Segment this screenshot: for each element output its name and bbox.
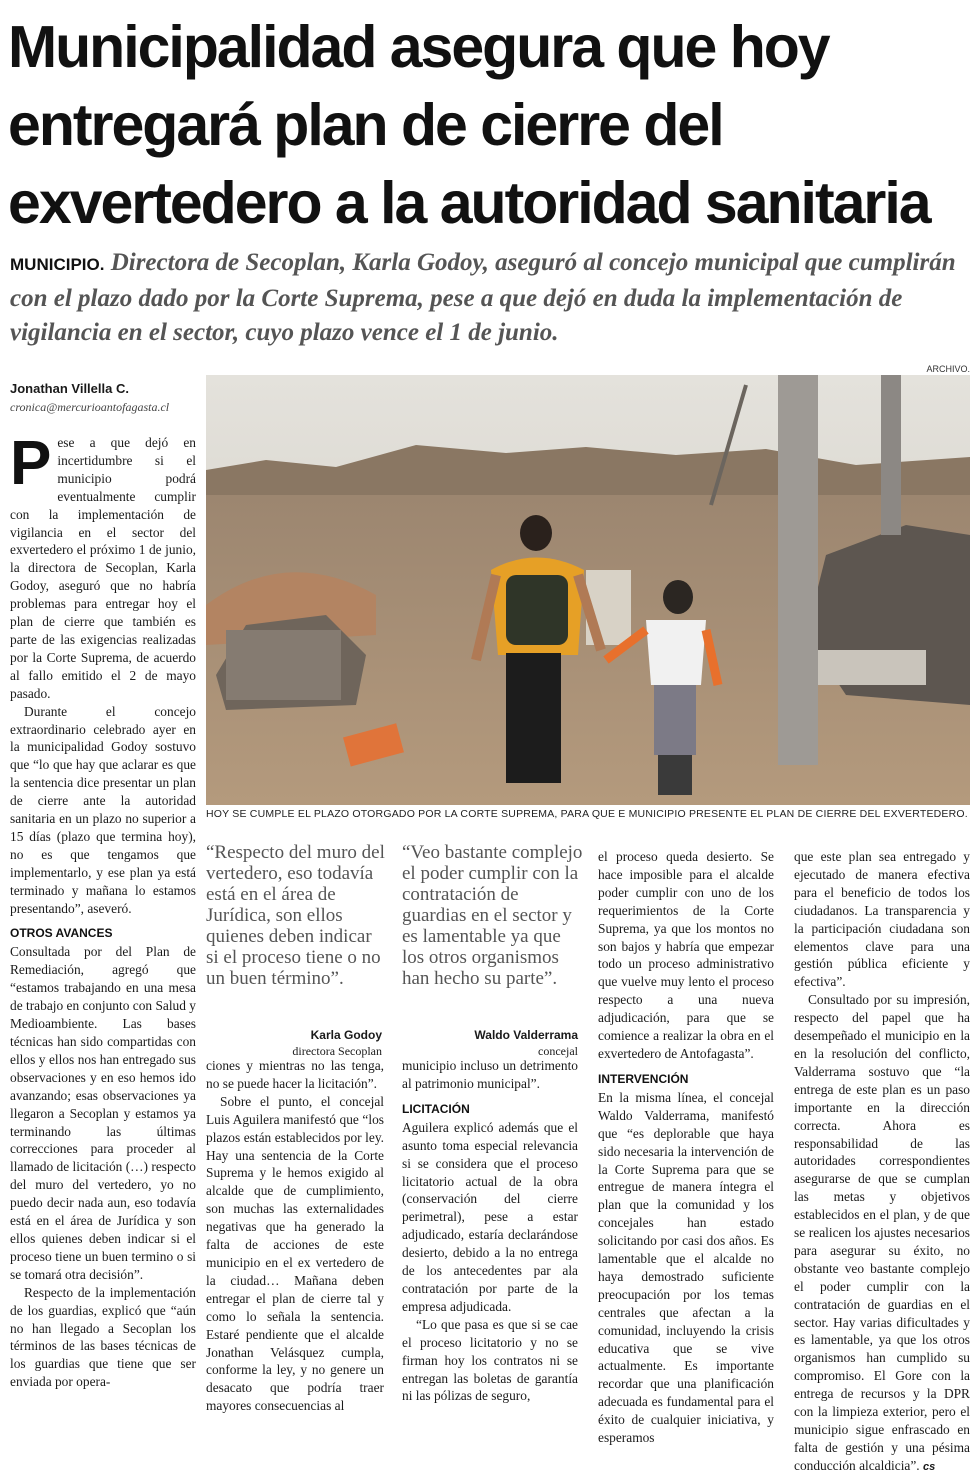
body-paragraph [794, 991, 970, 1476]
body-paragraph: En la misma línea, el concejal Waldo Valderrama, manifestó que “es deplorable que haya sido necesaria la intervención de la Corte Suprema para que se entregue de manera íntegra el plan que la comunidad y los concejales han estado solicitando por casi dos años. Es lamentable que el alcalde no haya demostrado suficiente preocupación por los temas centrales que afectan a la comunidad, incluyendo la crisis educativa que se vive actualmente. Es importante recordar que una planificación adecuada es fundamental para el éxito de cualquier iniciativa, y esperamos [598, 1089, 774, 1446]
photo-pole-2 [881, 375, 901, 535]
body-column-1 [10, 429, 196, 1391]
byline-author: Jonathan Villella C. [10, 381, 129, 396]
photo-caption: HOY SE CUMPLE EL PLAZO OTORGADO POR LA CORTE SUPREMA, PARA QUE E MUNICIPIO PRESENTE EL PLAN DE CIERRE DEL EXVERTEDERO. [206, 808, 968, 820]
quote-author-name: Karla Godoy [310, 1028, 382, 1042]
pull-quote-godoy: “Respecto del muro del vertedero, eso todavía está en el área de Jurídica, son ellos quienes deben indicar si el proceso tiene o no un buen término”. [206, 842, 385, 989]
section-heading-intervencion: INTERVENCIÓN [598, 1071, 689, 1086]
section-heading-avances: OTROS AVANCES [10, 926, 113, 941]
deck-kicker: MUNICIPIO. [10, 255, 105, 274]
body-paragraph: el proceso queda desierto. Se hace imposible para el alcalde poder cumplir con uno de los requerimientos de la Corte Suprema, ya que los montos no son bajos y habría que empezar todo un proceso administrativo que vuelve muy lento el proceso respecto a una nueva adjudicación, para que se comience a realizar la obra en el exvertedero de Antofagasta”. [598, 849, 774, 1061]
body-paragraph: municipio incluso un detrimento al patrimonio municipal”. [402, 1058, 578, 1091]
drop-cap: P [10, 429, 52, 498]
quote-author-role: concejal [538, 1044, 578, 1058]
headline-line-1: Municipalidad asegura que hoy [8, 14, 829, 80]
body-paragraph: “Lo que pasa es que si se cae el proceso licitatorio y no se firman hoy los contratos ni se entregan las boletas de garantía ni las pólizas de seguro, [402, 1316, 578, 1404]
body-paragraph: ciones y mientras no las tenga, no se puede hacer la licitación”. [206, 1058, 384, 1091]
headline-line-3: exvertedero a la autoridad sanitaria [8, 170, 930, 236]
byline-email: cronica@mercurioantofagasta.cl [10, 400, 170, 414]
pull-quote-godoy-attribution [206, 1027, 382, 1059]
body-column-5 [794, 848, 970, 1477]
end-mark: cs [923, 1460, 936, 1473]
body-text: Consultado por su impresión, respecto del papel que ha desempeñado el municipio en la en la resolución del conflicto, Valderrama sostuvo que “la entrega de este plan es un paso importante en la dirección correcta. Ahora es responsabilidad de las autoridades correspondientes asegurarse de que se cumplan las metas y objetivos establecidos en el plan, y de que se realicen los ajustes necesarios para asegurar su éxito, no obstante veo bastante complejo el poder cumplir con la contratación de guardias en el sector. Hay varias dificultades y es lamentable, ya que los otros organismos han cumplido su compromiso. El Gore con la entrega de recursos y la DPR con la limpieza exterior, pero el municipio sigue enfrascado en falta de gestión y una pésima conducción alcaldicia”. [794, 992, 970, 1473]
photo-pole-1 [778, 375, 818, 765]
section-heading-licitacion: LICITACIÓN [402, 1101, 470, 1116]
news-photo [206, 375, 970, 805]
body-paragraph: Durante el concejo extraordinario celebrado ayer en la municipalidad Godoy sostuvo que “lo que hay que aclarar es que la sentencia dice presentar un plan de cierre ante la autoridad sanitaria en un plazo no superior a 15 días (plazo que termina hoy), no es que tengamos que implementarlo, y ese plan ya está terminado y mañana lo estamos presentando”, aseveró. [10, 703, 196, 916]
body-column-4 [598, 848, 774, 1447]
body-column-2 [206, 1057, 384, 1415]
body-paragraph: Consultada por del Plan de Remediación, agregó que “estamos trabajando en una mesa de trabajo en conjunto con Salud y Medioambiente. Las bases técnicas han sido compartidas con ellos y ellos nos han entregado sus observaciones y en eso hemos ido avanzando; esas observaciones ya llegaron a Secoplan y estamos ya terminando las últimas correcciones para proceder al llamado de licitación (…) respecto del muro del vertedero, yo no puedo decir nada aun, eso todavía está en el área de Jurídica y son ellos quienes deben indicar si el proceso tiene un buen termino o si se tomará otra decisión”. [10, 944, 196, 1282]
body-column-3 [402, 1057, 578, 1405]
photo-credit: ARCHIVO. [926, 364, 970, 374]
deck [10, 246, 965, 350]
quote-author-role: directora Secoplan [292, 1044, 382, 1058]
pull-quote-valderrama-attribution [402, 1027, 578, 1059]
body-paragraph [10, 429, 196, 703]
photo-slab [816, 650, 926, 685]
deck-text: Directora de Secoplan, Karla Godoy, aseguró al concejo municipal que cumplirán con el plazo dado por la Corte Suprema, pese a que dejó en duda la implementación de vigilancia en el sector, cuyo plazo vence el 1 de junio. [10, 249, 956, 346]
headline [8, 8, 970, 242]
body-text: ese a que dejó en incertidumbre si el municipio podrá eventualmente cumplir con la implementación de vigilancia en el sector del exvertedero el próximo 1 de junio, la directora de Secoplan, Karla Godoy, aseguró que no habría problemas para entregar hoy el plan de cierre que también es parte de las exigencias realizadas por la Corte Suprema, de acuerdo al fallo emitido el 2 de mayo pasado. [10, 435, 196, 701]
body-paragraph: Sobre el punto, el concejal Luis Aguilera manifestó que “los plazos están establecidos por ley. Hay una sentencia de la Corte Suprema y le hemos exigido al alcalde que de cumplimiento, son muchas las externalidades negativas que ha generado la falta de acciones de este municipio en el ex vertedero de la ciudad… Mañana deben entregar el plan de cierre tal y como lo señala la sentencia. Estaré pendiente que el alcalde Jonathan Velásquez cumpla, conforme la ley, y no genere un desacato que podría traer mayores consecuencias al [206, 1093, 384, 1414]
body-paragraph: Respecto de la implementación de los guardias, explicó que “aún no han llegado a Secoplan los términos de las bases técnicas de los guardias que tiene que ser enviada por opera- [10, 1284, 196, 1390]
quote-author-name: Waldo Valderrama [474, 1028, 578, 1042]
body-paragraph: Aguilera explicó además que el asunto toma especial relevancia si se considera que el proceso licitatorio actual de la obra (conservación del cierre perimetral), pese a estar adjudicado, estaría declarándose desierto, debido a la no entrega de los antecedentes par ala contratación por parte de la empresa adjudicada. [402, 1119, 578, 1314]
photo-rubble-block [226, 630, 341, 700]
headline-line-2: entregará plan de cierre del [8, 92, 723, 158]
pull-quote-valderrama: “Veo bastante complejo el poder cumplir con la contratación de guardias en el sector y es lamentable ya que los otros organismos han hecho su parte”. [402, 842, 583, 989]
body-paragraph: que este plan sea entregado y ejecutado de manera efectiva para el beneficio de todos los ciudadanos. La transparencia y la participación ciudadana son elementos clave para una gestión pública eficiente y efectiva”. [794, 849, 970, 990]
byline [10, 380, 200, 416]
